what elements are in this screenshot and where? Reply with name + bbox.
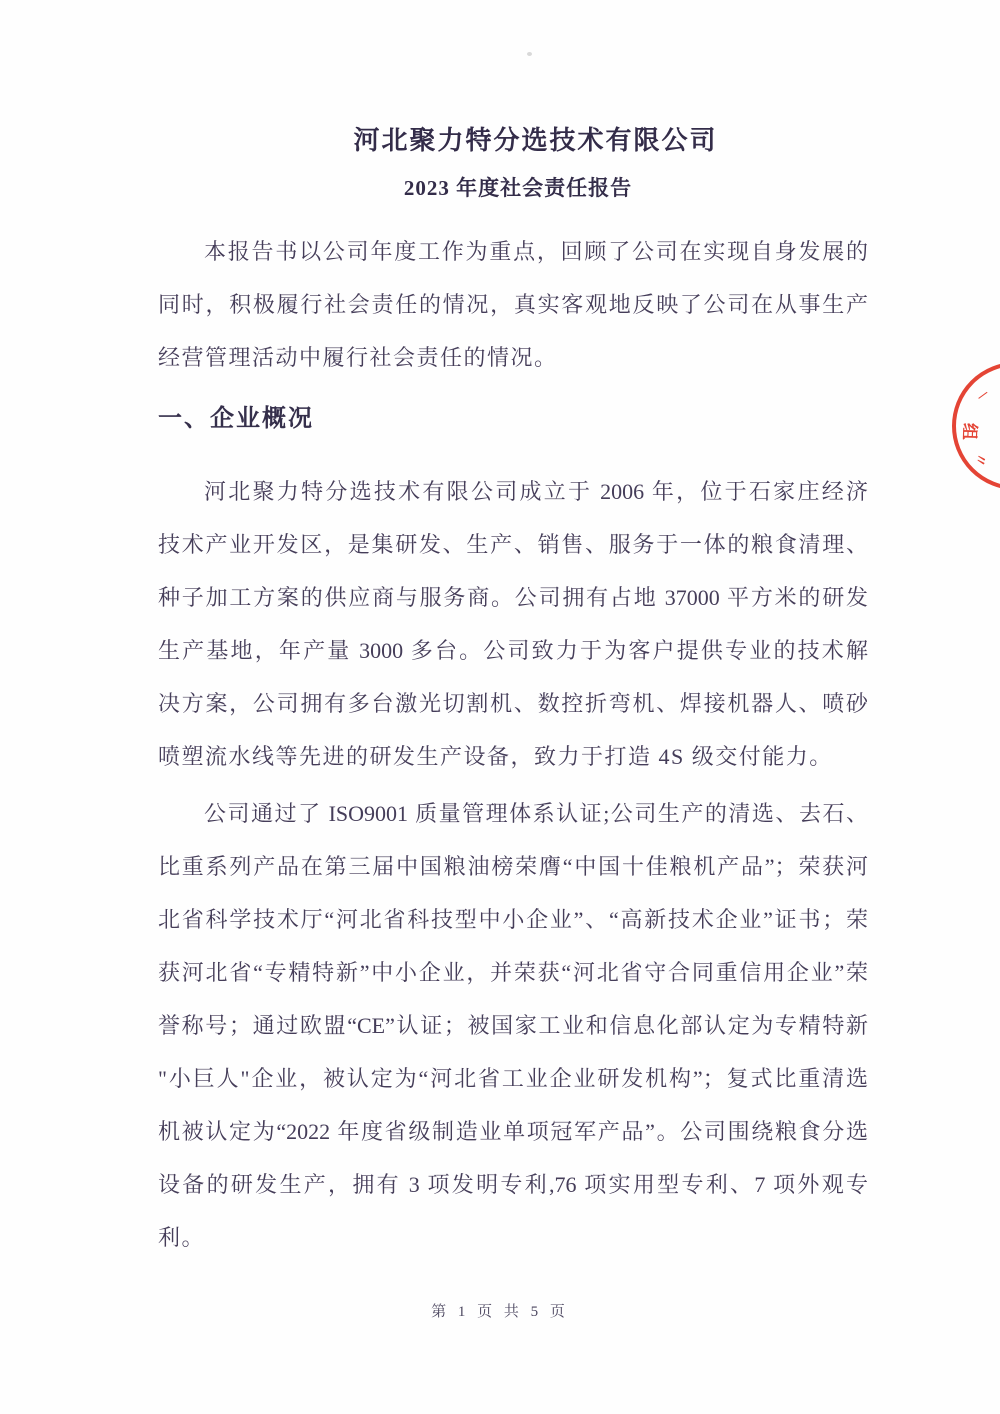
paragraph-intro — [158, 225, 868, 384]
text-line: 本报告书以公司年度工作为重点，回顾了公司在实现自身发展的 — [204, 239, 868, 264]
section-heading-company-overview: 一、企业概况 — [158, 406, 314, 432]
text-line: 决方案，公司拥有多台激光切割机、数控折弯机、焊接机器人、喷砂 — [158, 691, 868, 716]
text-line: 北省科学技术厅“河北省科技型中小企业”、“高新技术企业”证书；荣 — [158, 907, 868, 932]
text-line: 种子加工方案的供应商与服务商。公司拥有占地 37000 平方米的研发 — [158, 585, 868, 610]
text-line: 经营管理活动中履行社会责任的情况。 — [158, 345, 558, 370]
text-line: 比重系列产品在第三届中国粮油榜荣膺“中国十佳粮机产品”；荣获河 — [158, 854, 868, 879]
text-line: 设备的研发生产，拥有 3 项发明专利,76 项实用型专利、7 项外观专 — [158, 1172, 868, 1197]
stamp-character: 组 — [959, 422, 980, 441]
page-number: 第 1 页 共 5 页 — [431, 1304, 569, 1320]
text-line: 利。 — [158, 1225, 206, 1250]
paragraph-honors — [158, 787, 868, 1264]
text-line: 公司通过了 ISO9001 质量管理体系认证;公司生产的清选、去石、 — [204, 801, 868, 826]
text-line: 同时，积极履行社会责任的情况，真实客观地反映了公司在从事生产 — [158, 292, 868, 317]
text-line: 喷塑流水线等先进的研发生产设备，致力于打造 4S 级交付能力。 — [158, 744, 833, 769]
stamp-mark-bottom: 〃 — [970, 451, 989, 468]
text-line: 生产基地，年产量 3000 多台。公司致力于为客户提供专业的技术解 — [158, 638, 868, 663]
document-content — [0, 122, 1000, 1264]
document-subtitle: 2023 年度社会责任报告 — [403, 176, 633, 200]
text-line: 誉称号；通过欧盟“CE”认证；被国家工业和信息化部认定为专精特新 — [158, 1013, 868, 1038]
text-line: 机被认定为“2022 年度省级制造业单项冠军产品”。公司围绕粮食分选 — [158, 1119, 868, 1144]
text-line: 获河北省“专精特新”中小企业，并荣获“河北省守合同重信用企业”荣 — [158, 960, 868, 985]
text-line: 技术产业开发区，是集研发、生产、销售、服务于一体的粮食清理、 — [158, 532, 868, 557]
scan-artifact — [527, 52, 532, 56]
paragraph-company-profile — [158, 465, 868, 783]
text-line: "小巨人"企业，被认定为“河北省工业企业研发机构”；复式比重清选 — [158, 1066, 868, 1091]
stamp-mark-top: / — [976, 388, 989, 404]
document-title: 河北聚力特分选技术有限公司 — [353, 126, 718, 155]
text-line: 河北聚力特分选技术有限公司成立于 2006 年，位于石家庄经济 — [204, 479, 868, 504]
